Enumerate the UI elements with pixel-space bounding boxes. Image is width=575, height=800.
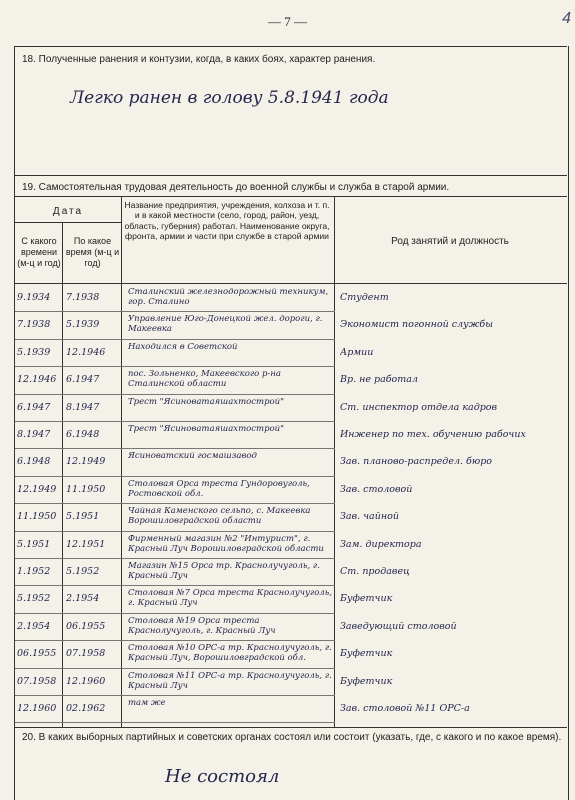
row-organization: Столовая Орса треста Гундоровуголь, Ростовской обл. [128,478,310,499]
row-position: Экономист погонной службы [340,319,493,331]
row-position: Ст. инспектор отдела кадров [340,401,498,413]
row-organization: Столовая №7 Орса треста Краснолучуголь, г. Красный Луч [128,588,333,609]
row-organization: Чайная Каменского сельпо, с. Макеевка Ворошиловградской области [128,506,311,527]
header-date-underline [15,222,121,223]
row-position: Зав. планово-распредел. бюро [340,456,492,468]
section-19-title: 19. Самостоятельная трудовая деятельность до военной службы и служба в старой армии. [22,182,450,193]
row-to-date: 12.1946 [66,346,106,358]
row-organization: Трест "Ясиноватаяшахтострой" [128,396,285,407]
row-from-date: 12.1960 [17,703,57,714]
row-organization: Столовая №10 ОРС-а тр. Краснолучуголь, г. Красный Луч, Ворошиловградской обл. [128,643,332,664]
row-organization: Сталинский железнодорожный техникум, гор. Сталино [128,287,329,307]
row-to-date: 07.1958 [66,648,106,660]
row-from-date: 12.1949 [17,483,57,495]
row-organization: Столовая №19 Орса треста Краснолучуголь, г. Красный Луч [128,615,276,636]
row-from-date: 07.1958 [17,675,57,687]
table-header-line [14,196,567,197]
header-date: Дата [52,206,84,217]
row-organization: Управление Юго-Донецкой жел. дороги, г. Макеевка [128,314,323,335]
row-to-date: 02.1962 [66,703,106,714]
header-position: Род занятий и должность [391,236,509,247]
row-position: Зав. столовой [340,483,413,495]
corner-number: 4 [562,10,571,27]
row-to-date: 2.1954 [66,593,100,605]
row-position: Студент [340,292,389,303]
row-to-date: 5.1939 [66,319,100,331]
row-from-date: 5.1951 [17,538,51,550]
row-from-date: 8.1947 [17,429,51,440]
row-position: Буфетчик [340,675,393,687]
row-from-date: 12.1946 [17,374,57,386]
page-number: — 7 — [268,14,307,29]
row-from-date: 7.1938 [17,319,51,331]
row-position: Зав. чайной [340,511,399,523]
row-to-date: 11.1950 [66,483,106,495]
row-to-date: 06.1955 [66,620,106,632]
row-position: Вр. не работал [340,374,418,386]
row-from-date: 1.1952 [17,566,51,577]
row-organization: Столовая №11 ОРС-а тр. Краснолучуголь, г. Красный Луч [128,670,332,691]
row-position: Буфетчик [340,648,393,660]
row-organization: Трест "Ясиноватаяшахтострой" [128,424,285,434]
header-org: Название предприятия, учреждения, колхоза и т. п. и в какой местности (село, город, район, уезд, область, губерния) работал. Наименование округа, фронта, армии и части при службе в старой армии [124,200,330,241]
row-to-date: 12.1960 [66,675,106,687]
row-from-date: 06.1955 [17,648,57,660]
row-to-date: 6.1948 [66,429,100,440]
row-to-date: 6.1947 [66,374,100,386]
row-from-date: 6.1948 [17,456,51,468]
row-from-date: 5.1939 [17,346,51,358]
section-20-answer: Не состоял [165,766,280,787]
row-position: Ст. продавец [340,566,410,577]
row-organization: Магазин №15 Орса тр. Краснолучуголь, г. Красный Луч [128,561,320,581]
col-divider-1 [62,222,63,727]
row-position: Буфетчик [340,593,393,605]
row-position: Заведующий столовой [340,620,457,632]
header-from: С какого времени (м-ц и год) [17,236,61,268]
section-20-top-line [14,727,567,728]
row-position: Зам. директора [340,538,422,550]
section-19-top-line [14,175,567,176]
row-organization: там же [128,698,166,708]
row-from-date: 9.1934 [17,292,51,303]
row-organization: Фирменный магазин №2 "Интурист", г. Красный Луч Ворошиловградской области [128,533,324,554]
row-from-date: 2.1954 [17,620,51,632]
row-position: Армии [340,346,374,358]
row-to-date: 5.1951 [66,511,100,523]
row-organization: пос. Зольненко, Макеевского р-на Сталинской области [128,369,281,390]
row-position: Зав. столовой №11 ОРС-а [340,703,470,714]
header-bottom-line [14,283,567,284]
row-to-date: 7.1938 [66,292,100,303]
row-position: Инженер по тех. обучению рабочих [340,429,526,440]
row-organization: Ясиноватский госмашзавод [128,451,257,462]
row-to-date: 5.1952 [66,566,100,577]
header-to: По какое время (м-ц и год) [65,236,120,268]
row-from-date: 5.1952 [17,593,51,605]
row-from-date: 11.1950 [17,511,57,523]
col-divider-2 [121,196,122,727]
row-to-date: 8.1947 [66,401,100,413]
row-from-date: 6.1947 [17,401,51,413]
row-to-date: 12.1949 [66,456,106,468]
section-18-title: 18. Полученные ранения и контузии, когда, в каких боях, характер ранения. [22,54,376,65]
section-18-answer: Легко ранен в голову 5.8.1941 года [70,88,389,108]
section-18-top-line [14,46,567,47]
row-to-date: 12.1951 [66,538,106,550]
row-organization: Находился в Советской [128,341,238,352]
section-20-title: 20. В каких выборных партийных и советских органах состоял или состоит (указать, где, с какого и по какое время). [22,732,562,743]
